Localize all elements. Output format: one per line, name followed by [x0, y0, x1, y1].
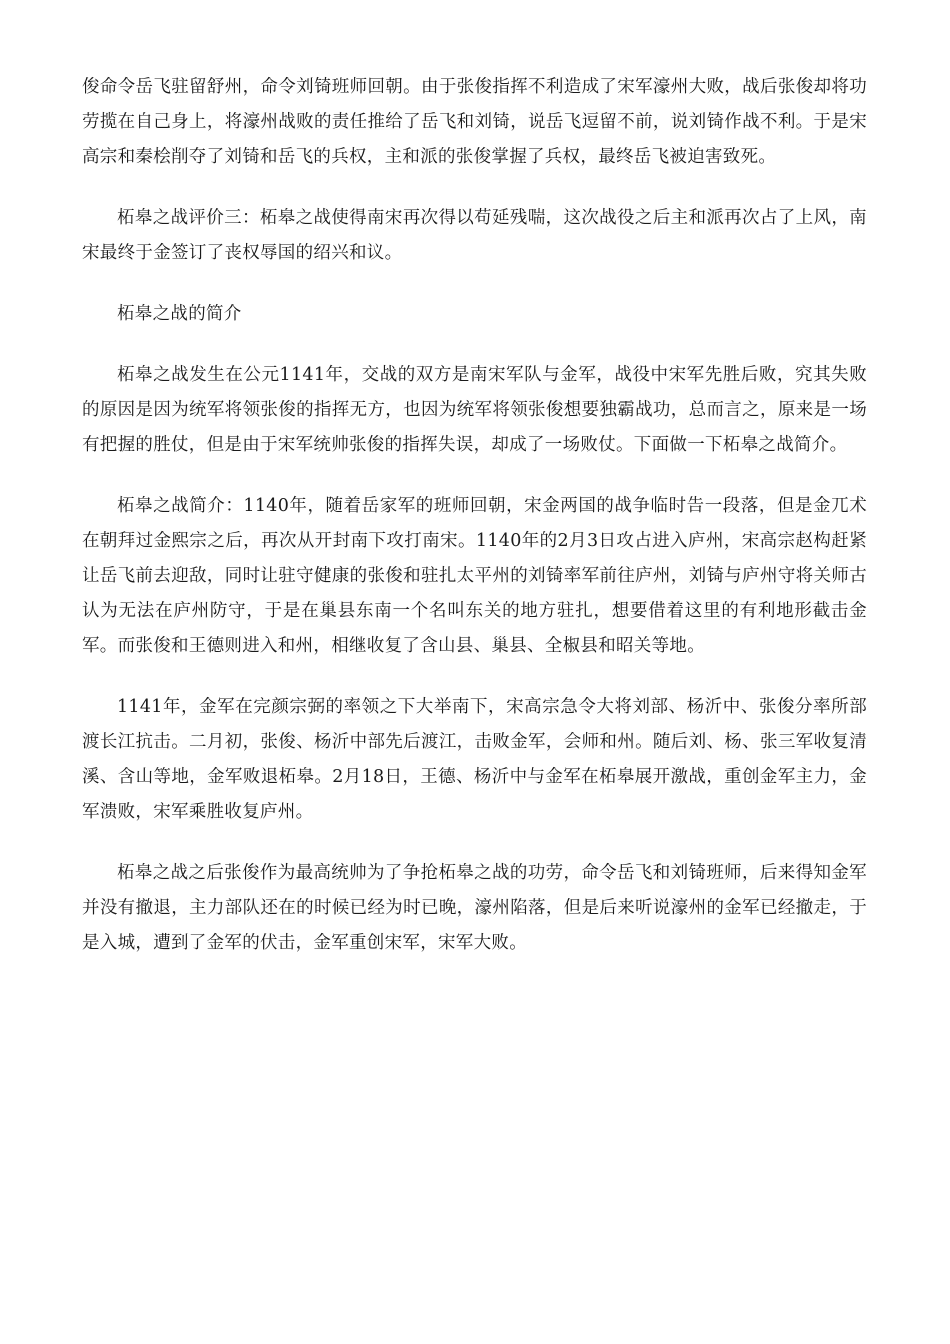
section-heading: 柘皋之战的简介: [117, 304, 242, 324]
document-page: [82, 70, 867, 987]
paragraph-aftermath: 柘皋之战之后张俊作为最高统帅为了争抢柘皋之战的功劳，命令岳飞和刘锜班师，后来得知金军并没有撤退，主力部队还在的时候已经为时已晚，濠州陷落，但是后来听说濠州的金军已经撤走，于是入城，遭到了金军的伏击，金军重创宋军，宋军大败。: [82, 863, 867, 953]
paragraph-evaluation-three: 柘皋之战评价三：柘皋之战使得南宋再次得以苟延残喘，这次战役之后主和派再次占了上风，南宋最终于金签订了丧权辱国的绍兴和议。: [82, 208, 867, 263]
paragraph-background-1140: 柘皋之战简介：1140年，随着岳家军的班师回朝，宋金两国的战争临时告一段落，但是金兀术在朝拜过金熙宗之后，再次从开封南下攻打南宋。1140年的2月3日攻占进入庐州，宋高宗赵构赶紧让岳飞前去迎敌，同时让驻守健康的张俊和驻扎太平州的刘锜率军前往庐州，刘锜与庐州守将关师古认为无法在庐州防守，于是在巢县东南一个名叫东关的地方驻扎，想要借着这里的有利地形截击金军。而张俊和王德则进入和州，相继收复了含山县、巢县、全椒县和昭关等地。: [82, 496, 867, 656]
paragraph-overview: 柘皋之战发生在公元1141年，交战的双方是南宋军队与金军，战役中宋军先胜后败，究其失败的原因是因为统军将领张俊的指挥无方，也因为统军将领张俊想要独霸战功，总而言之，原来是一场有把握的胜仗，但是由于宋军统帅张俊的指挥失误，却成了一场败仗。下面做一下柘皋之战简介。: [82, 365, 867, 455]
paragraph-campaign-1141: 1141年，金军在完颜宗弼的率领之下大举南下，宋高宗急令大将刘部、杨沂中、张俊分率所部渡长江抗击。二月初，张俊、杨沂中部先后渡江，击败金军，会师和州。随后刘、杨、张三军收复清溪、含山等地，金军败退柘皋。2月18日，王德、杨沂中与金军在柘皋展开激战，重创金军主力，金军溃败，宋军乘胜收复庐州。: [82, 697, 867, 822]
paragraph-continuation: 俊命令岳飞驻留舒州，命令刘锜班师回朝。由于张俊指挥不利造成了宋军濠州大败，战后张俊却将功劳揽在自己身上，将濠州战败的责任推给了岳飞和刘锜，说岳飞逗留不前，说刘锜作战不利。于是宋高宗和秦桧削夺了刘锜和岳飞的兵权，主和派的张俊掌握了兵权，最终岳飞被迫害致死。: [82, 77, 867, 167]
